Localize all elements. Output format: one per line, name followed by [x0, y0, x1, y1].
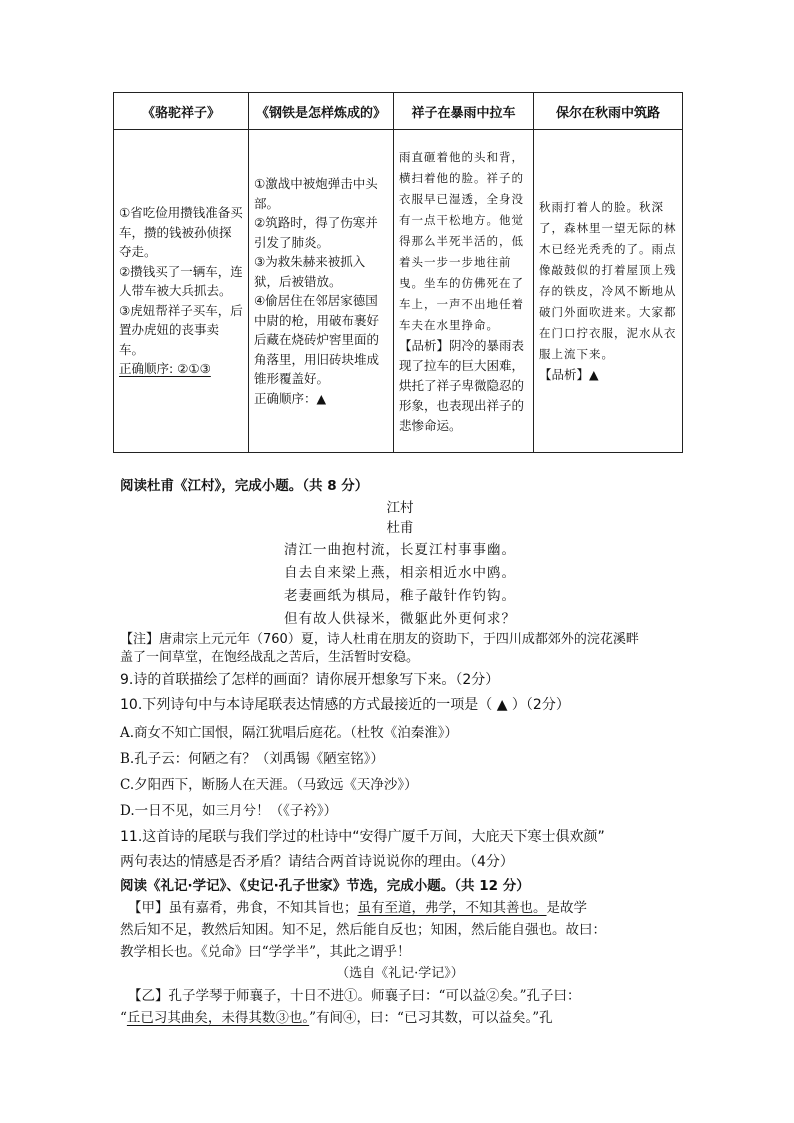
- list-item: ③虎妞帮祥子买车，后置办虎妞的丧事卖车。: [119, 302, 243, 357]
- list-item: ④偷居住在邻居家德国中尉的枪，用破布裹好后藏在烧砖炉窖里面的角落里，用旧砖块堆成锥形覆盖好。: [254, 293, 380, 386]
- option-d: D.一日不见，如三月兮！（《子衿》）: [120, 803, 338, 819]
- list-item: ①激战中被炮弹击中头部。: [254, 176, 378, 211]
- option-a: A.商女不知亡国恨，隔江犹唱后庭花。（杜牧《泊秦淮》）: [120, 725, 459, 741]
- passage-text: 【甲】虽有嘉肴，弗食，不知其旨也；: [128, 900, 358, 916]
- list-item: ②攒钱买了一辆车，连人带车被大兵抓去。: [119, 263, 243, 299]
- question-9: 9.诗的首联描绘了怎样的画面？请你展开想象写下来。（2分）: [120, 672, 500, 688]
- header-cell: 《钢铁是怎样炼成的》: [249, 93, 394, 130]
- passage-text: 是故学: [546, 900, 587, 916]
- passage-yi-line: 【乙】孔子学琴于师襄子，十日不进①。师襄子曰：“可以益②矣。”孔子曰：: [128, 988, 581, 1004]
- answer-order: 正确顺序：▲: [254, 390, 327, 406]
- poem-line: 自去自来梁上燕，相亲相近水中鸥。: [284, 565, 516, 581]
- rain-cart-cell: [394, 130, 534, 453]
- passage-text: ”有间④，曰：“已习其数，可以益矣。”孔: [309, 1010, 553, 1026]
- list-item: ①省吃俭用攒钱准备买车，攒的钱被孙侦探夺走。: [119, 205, 243, 260]
- answer-order: 正确顺序: ②①③: [119, 361, 211, 377]
- analysis-text: 【品析】阴冷的暴雨表现了拉车的巨大困难，烘托了祥子卑微隐忍的形象，也表现出祥子的悲惨命运。: [399, 337, 525, 433]
- section-heading: 阅读《礼记·学记》、《史记·孔子世家》节选，完成小题。（共 12 分）: [120, 878, 530, 894]
- note-text: 盖了一间草堂，在饱经战乱之苦后，生活暂时安稳。: [120, 650, 420, 665]
- poem-author: 杜甫: [386, 520, 414, 536]
- passage-jia-line: 教学相长也。《兑命》曰“学学半”，其此之谓乎！: [120, 944, 411, 960]
- camel-xiangzi-cell: [114, 130, 249, 453]
- note-text: 【注】唐肃宗上元元年（760）夏，诗人杜甫在朋友的资助下，于四川成都郊外的浣花溪畔: [120, 632, 639, 647]
- underlined-sentence: 虽有至道，弗学，不知其善也。: [357, 900, 547, 916]
- comparison-table: [113, 92, 683, 453]
- table-header-row: [114, 93, 683, 130]
- question-11: 11.这首诗的尾联与我们学过的杜诗中“安得广厦千万间，大庇天下寒士俱欢颜”: [120, 829, 605, 845]
- analysis-text: 【品析】▲: [539, 367, 599, 382]
- rain-road-cell: [534, 130, 683, 453]
- option-b: B.孔子云：何陋之有？（刘禹锡《陋室铭》）: [120, 751, 384, 767]
- passage-jia-line: [128, 896, 693, 916]
- excerpt-text: 秋雨打着人的脸。秋深了，森林里一望无际的林木已经光秃秃的了。雨点像敲鼓似的打着屋顶上残存的铁皮，冷风不断地从破门外面吹进来。大家都在门口拧衣服，泥水从衣服上流下来。: [539, 200, 677, 361]
- poem-line: 清江一曲抱村流，长夏江村事事幽。: [284, 542, 516, 558]
- table-body-row: [114, 130, 683, 453]
- list-item: ②筑路时，得了伤寒并引发了肺炎。: [254, 215, 378, 250]
- passage-text: “: [120, 1010, 127, 1026]
- poem-line: 老妻画纸为棋局，稚子敲针作钓钩。: [284, 588, 516, 604]
- option-c: C.夕阳西下，断肠人在天涯。（马致远《天净沙》）: [120, 777, 418, 793]
- section-heading: 阅读杜甫《江村》，完成小题。（共 8 分）: [120, 478, 369, 494]
- passage-jia-line: 然后知不足，教然后知困。知不足，然后能自反也；知困，然后能自强也。故曰：: [120, 922, 606, 938]
- header-cell: 保尔在秋雨中筑路: [534, 93, 683, 130]
- header-cell: 祥子在暴雨中拉车: [394, 93, 534, 130]
- header-cell: 《骆驼祥子》: [114, 93, 249, 130]
- poem-title: 江村: [386, 500, 414, 516]
- excerpt-text: 雨直砸着他的头和背，横扫着他的脸。祥子的衣服早已湿透，全身没有一点干松地方。他觉得那么半死半活的，低着头一步一步地往前曳。坐车的仿佛死在了车上，一声不出地任着车夫在水里挣命。: [399, 149, 524, 332]
- passage-yi-line: [120, 1006, 685, 1026]
- poem-line: 但有故人供禄米，微躯此外更何求？: [284, 611, 516, 627]
- list-item: ③为救朱赫来被抓入狱，后被错放。: [254, 254, 366, 289]
- question-10: 10.下列诗句中与本诗尾联表达情感的方式最接近的一项是（ ▲ ）（2分）: [120, 697, 570, 713]
- question-11-cont: 两句表达的情感是否矛盾？请结合两首诗说说你的理由。（4分）: [120, 854, 514, 870]
- underlined-sentence: 丘已习其曲矣，未得其数③也。: [126, 1010, 310, 1026]
- passage-source: （选自《礼记·学记》）: [336, 966, 464, 981]
- steel-cell: [249, 130, 394, 453]
